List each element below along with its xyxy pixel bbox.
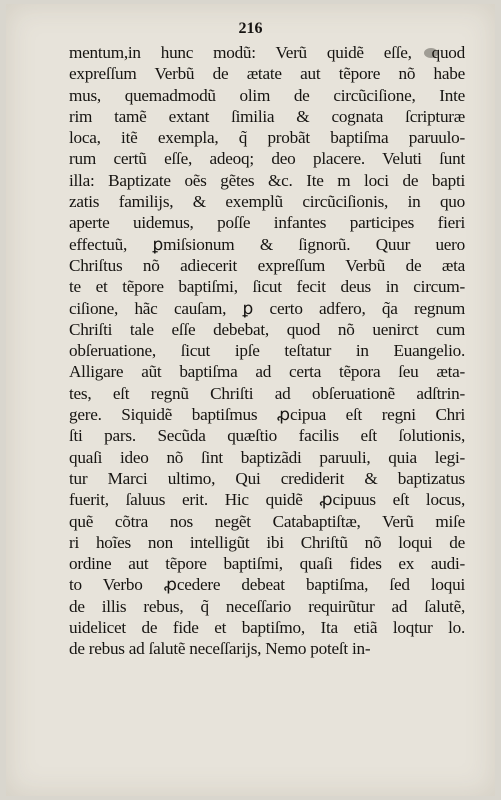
text-line: gere. Siquidẽ baptiſmus ꝓcipua eſt regni Chri: [69, 405, 465, 425]
text-line: tur Marci ultimo, Qui crediderit & baptizatus: [69, 468, 465, 488]
text-line: aperte uidemus, poſſe infantes participes fieri: [69, 213, 465, 233]
text-line: illa: Baptizate oẽs gẽtes &c. Ite m loci de bapti: [69, 170, 465, 190]
text-line: de rebus ad ſalutẽ neceſſarijs, Nemo poteſt in-: [69, 639, 371, 659]
text-line: expreſſum Verbũ de ætate aut tẽpore nõ habe: [69, 64, 465, 84]
text-line: loca, itẽ exempla, q̃ probãt baptiſma paruulo-: [69, 128, 465, 148]
text-line: ciſione, hãc cauſam, ꝑ certo adfero, q̃a regnum: [69, 298, 465, 318]
text-line: ſti pars. Secũda quæſtio facilis eſt ſolutionis,: [69, 426, 465, 446]
body-text: [69, 42, 465, 660]
text-line: obſeruatione, ſicut ipſe teſtatur in Euangelio.: [69, 341, 465, 361]
ink-smudge: [424, 48, 438, 58]
text-line: quaſi ideo nõ ſint baptizãdi paruuli, quia legi-: [69, 447, 465, 467]
text-line: to Verbo ꝓcedere debeat baptiſma, ſed loqui: [69, 575, 465, 595]
text-line: ri hoĩes non intelligũt ibi Chriſtũ nõ loqui de: [69, 532, 465, 552]
text-line: de illis rebus, q̃ neceſſario requirũtur ad ſalutẽ,: [69, 596, 465, 616]
text-line: zatis familijs, & exemplũ circũciſionis, in quo: [69, 192, 465, 212]
text-line: rim tamẽ extant ſimilia & cognata ſcripturæ: [69, 106, 465, 126]
text-line: mentum,in hunc modũ: Verũ quidẽ eſſe, quod: [69, 43, 465, 62]
text-line: Chriſti tale eſſe debebat, quod nõ uenirct cum: [69, 319, 465, 339]
text-line: rum certũ eſſe, adeoq; deo placere. Veluti ſunt: [69, 149, 465, 169]
text-line: mus, quemadmodũ olim de circũciſione, Inte: [69, 85, 465, 105]
text-line: quẽ cõtra nos negẽt Catabaptiſtæ, Verũ miſe: [69, 511, 465, 531]
page-number: 216: [238, 20, 263, 37]
text-line: ordine aut tẽpore baptiſmi, quaſi fides ex audi-: [69, 554, 465, 574]
text-line: Alligare aũt baptiſma ad certa tẽpora ſeu æta-: [69, 362, 465, 382]
text-line: Chriſtus nõ adiecerit expreſſum Verbũ de æta: [69, 255, 465, 275]
text-line: tes, eſt regnũ Chriſti ad obſeruationẽ adſtrin-: [69, 383, 465, 403]
text-line: te et tẽpore baptiſmi, ſicut fecit deus in circum-: [69, 277, 465, 297]
book-page: [6, 4, 495, 796]
text-line: effectuũ, ꝑmiſsionum & ſignorũ. Quur uero: [69, 234, 465, 254]
text-line: uidelicet de fide et baptiſmo, Ita etiã loqtur lo.: [69, 618, 465, 638]
text-line: fuerit, ſaluus erit. Hic quidẽ ꝓcipuus eſt locus,: [69, 490, 465, 510]
